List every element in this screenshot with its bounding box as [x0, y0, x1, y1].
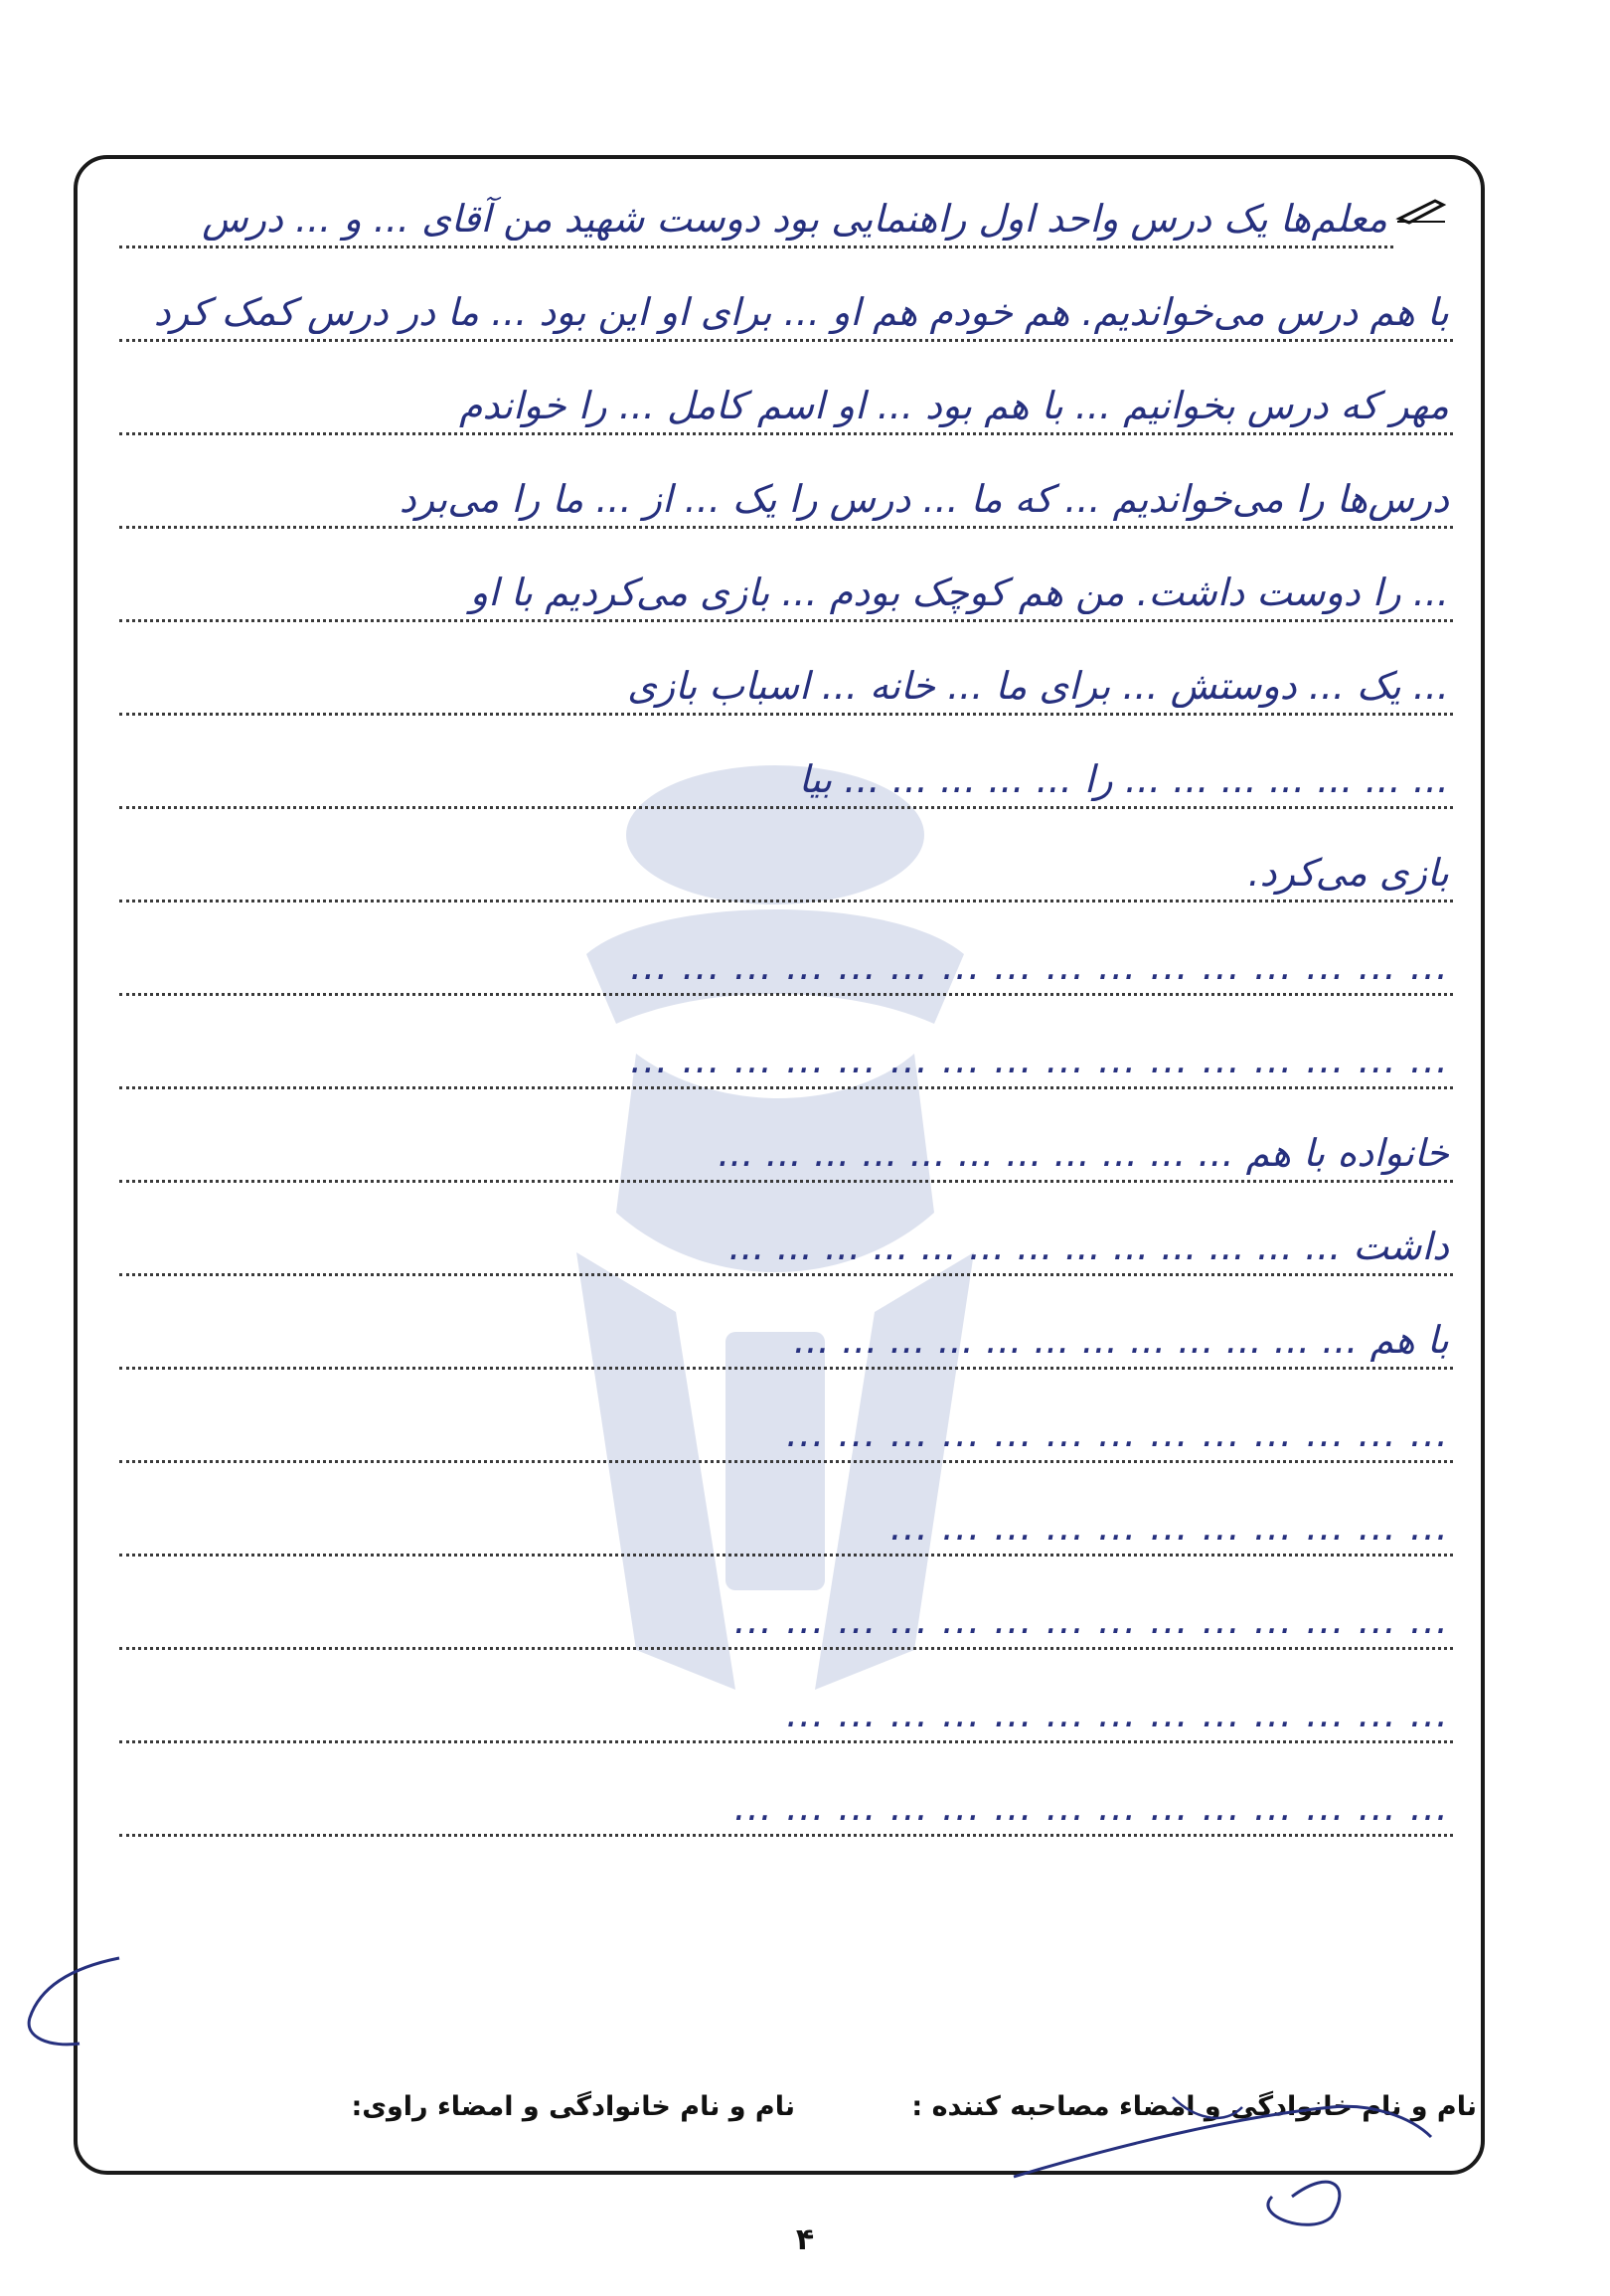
handwritten-text: ... ... ... ... ... ... ... ... ... ... ... [889, 1505, 1449, 1549]
handwritten-line [119, 1270, 1453, 1370]
handwritten-line [119, 1737, 1453, 1837]
handwritten-line [119, 1083, 1453, 1183]
handwritten-line [119, 149, 1453, 248]
handwritten-text: ... ... ... ... ... ... ... ... ... ... ... ... ... ... ... ... [630, 1038, 1449, 1081]
handwritten-text: داشت ... ... ... ... ... ... ... ... ... ... ... ... ... [728, 1225, 1449, 1268]
handwritten-text: با هم درس می‌خواندیم. هم خودم هم او ... برای او این بود ... ما در درس کمک کرد [153, 290, 1449, 334]
handwritten-text: خانواده با هم ... ... ... ... ... ... ... ... ... ... ... [718, 1131, 1449, 1175]
handwritten-line [119, 1457, 1453, 1557]
interviewer-signature [994, 2057, 1451, 2226]
handwritten-text: ... ... ... ... ... ... ... ... ... ... ... ... ... [785, 1692, 1449, 1735]
handwritten-line [119, 1364, 1453, 1463]
handwritten-line [119, 803, 1453, 902]
handwritten-text: درس‌ها را می‌خواندیم ... که ما ... درس را یک ... از ... ما را می‌برد [399, 477, 1449, 521]
handwritten-line [119, 897, 1453, 996]
handwritten-line [119, 243, 1453, 342]
handwritten-text: ... ... ... ... ... ... ... ... ... ... ... ... ... ... [733, 1785, 1449, 1829]
page-number: ۴ [795, 2222, 815, 2257]
interviewer-signature-label: نام و نام خانوادگی و امضاء مصاحبه کننده : [911, 2091, 1477, 2122]
handwritten-text: با هم ... ... ... ... ... ... ... ... ... ... ... ... [793, 1318, 1449, 1362]
narrator-signature-label: نام و نام خانوادگی و امضاء راوی: [351, 2091, 795, 2122]
handwritten-text: معلم‌ها یک درس واحد اول راهنمایی بود دوست شهید من آقای ... و ... درس [202, 197, 1387, 241]
handwritten-line [119, 429, 1453, 529]
handwritten-line [119, 616, 1453, 716]
handwritten-line [119, 1644, 1453, 1743]
dotted-rule [119, 1834, 1453, 1837]
handwritten-text: ... ... ... ... ... ... ... ... ... ... ... ... ... [785, 1411, 1449, 1455]
handwritten-text: ... ... ... ... ... ... ... را ... ... ... ... ... بیا [798, 757, 1449, 801]
handwritten-text: بازی می‌کرد. [1247, 851, 1449, 895]
margin-ink-mark [10, 1948, 139, 2067]
handwritten-text: ... ... ... ... ... ... ... ... ... ... ... ... ... ... ... ... [630, 944, 1449, 988]
handwritten-text: مهر که درس بخوانیم ... با هم بود ... او اسم کامل ... را خواندم [458, 384, 1449, 427]
handwritten-text: ... ... ... ... ... ... ... ... ... ... ... ... ... ... [733, 1598, 1449, 1642]
handwritten-line [119, 1177, 1453, 1276]
handwritten-text: ... یک ... دوستش ... برای ما ... خانه ... اسباب بازی [627, 664, 1449, 708]
handwritten-line [119, 990, 1453, 1089]
handwritten-line [119, 336, 1453, 435]
handwritten-text: ... را دوست داشت. من هم کوچک بودم ... بازی می‌کردیم با او [469, 571, 1449, 614]
handwritten-line [119, 523, 1453, 622]
handwritten-line [119, 710, 1453, 809]
handwritten-line [119, 1551, 1453, 1650]
